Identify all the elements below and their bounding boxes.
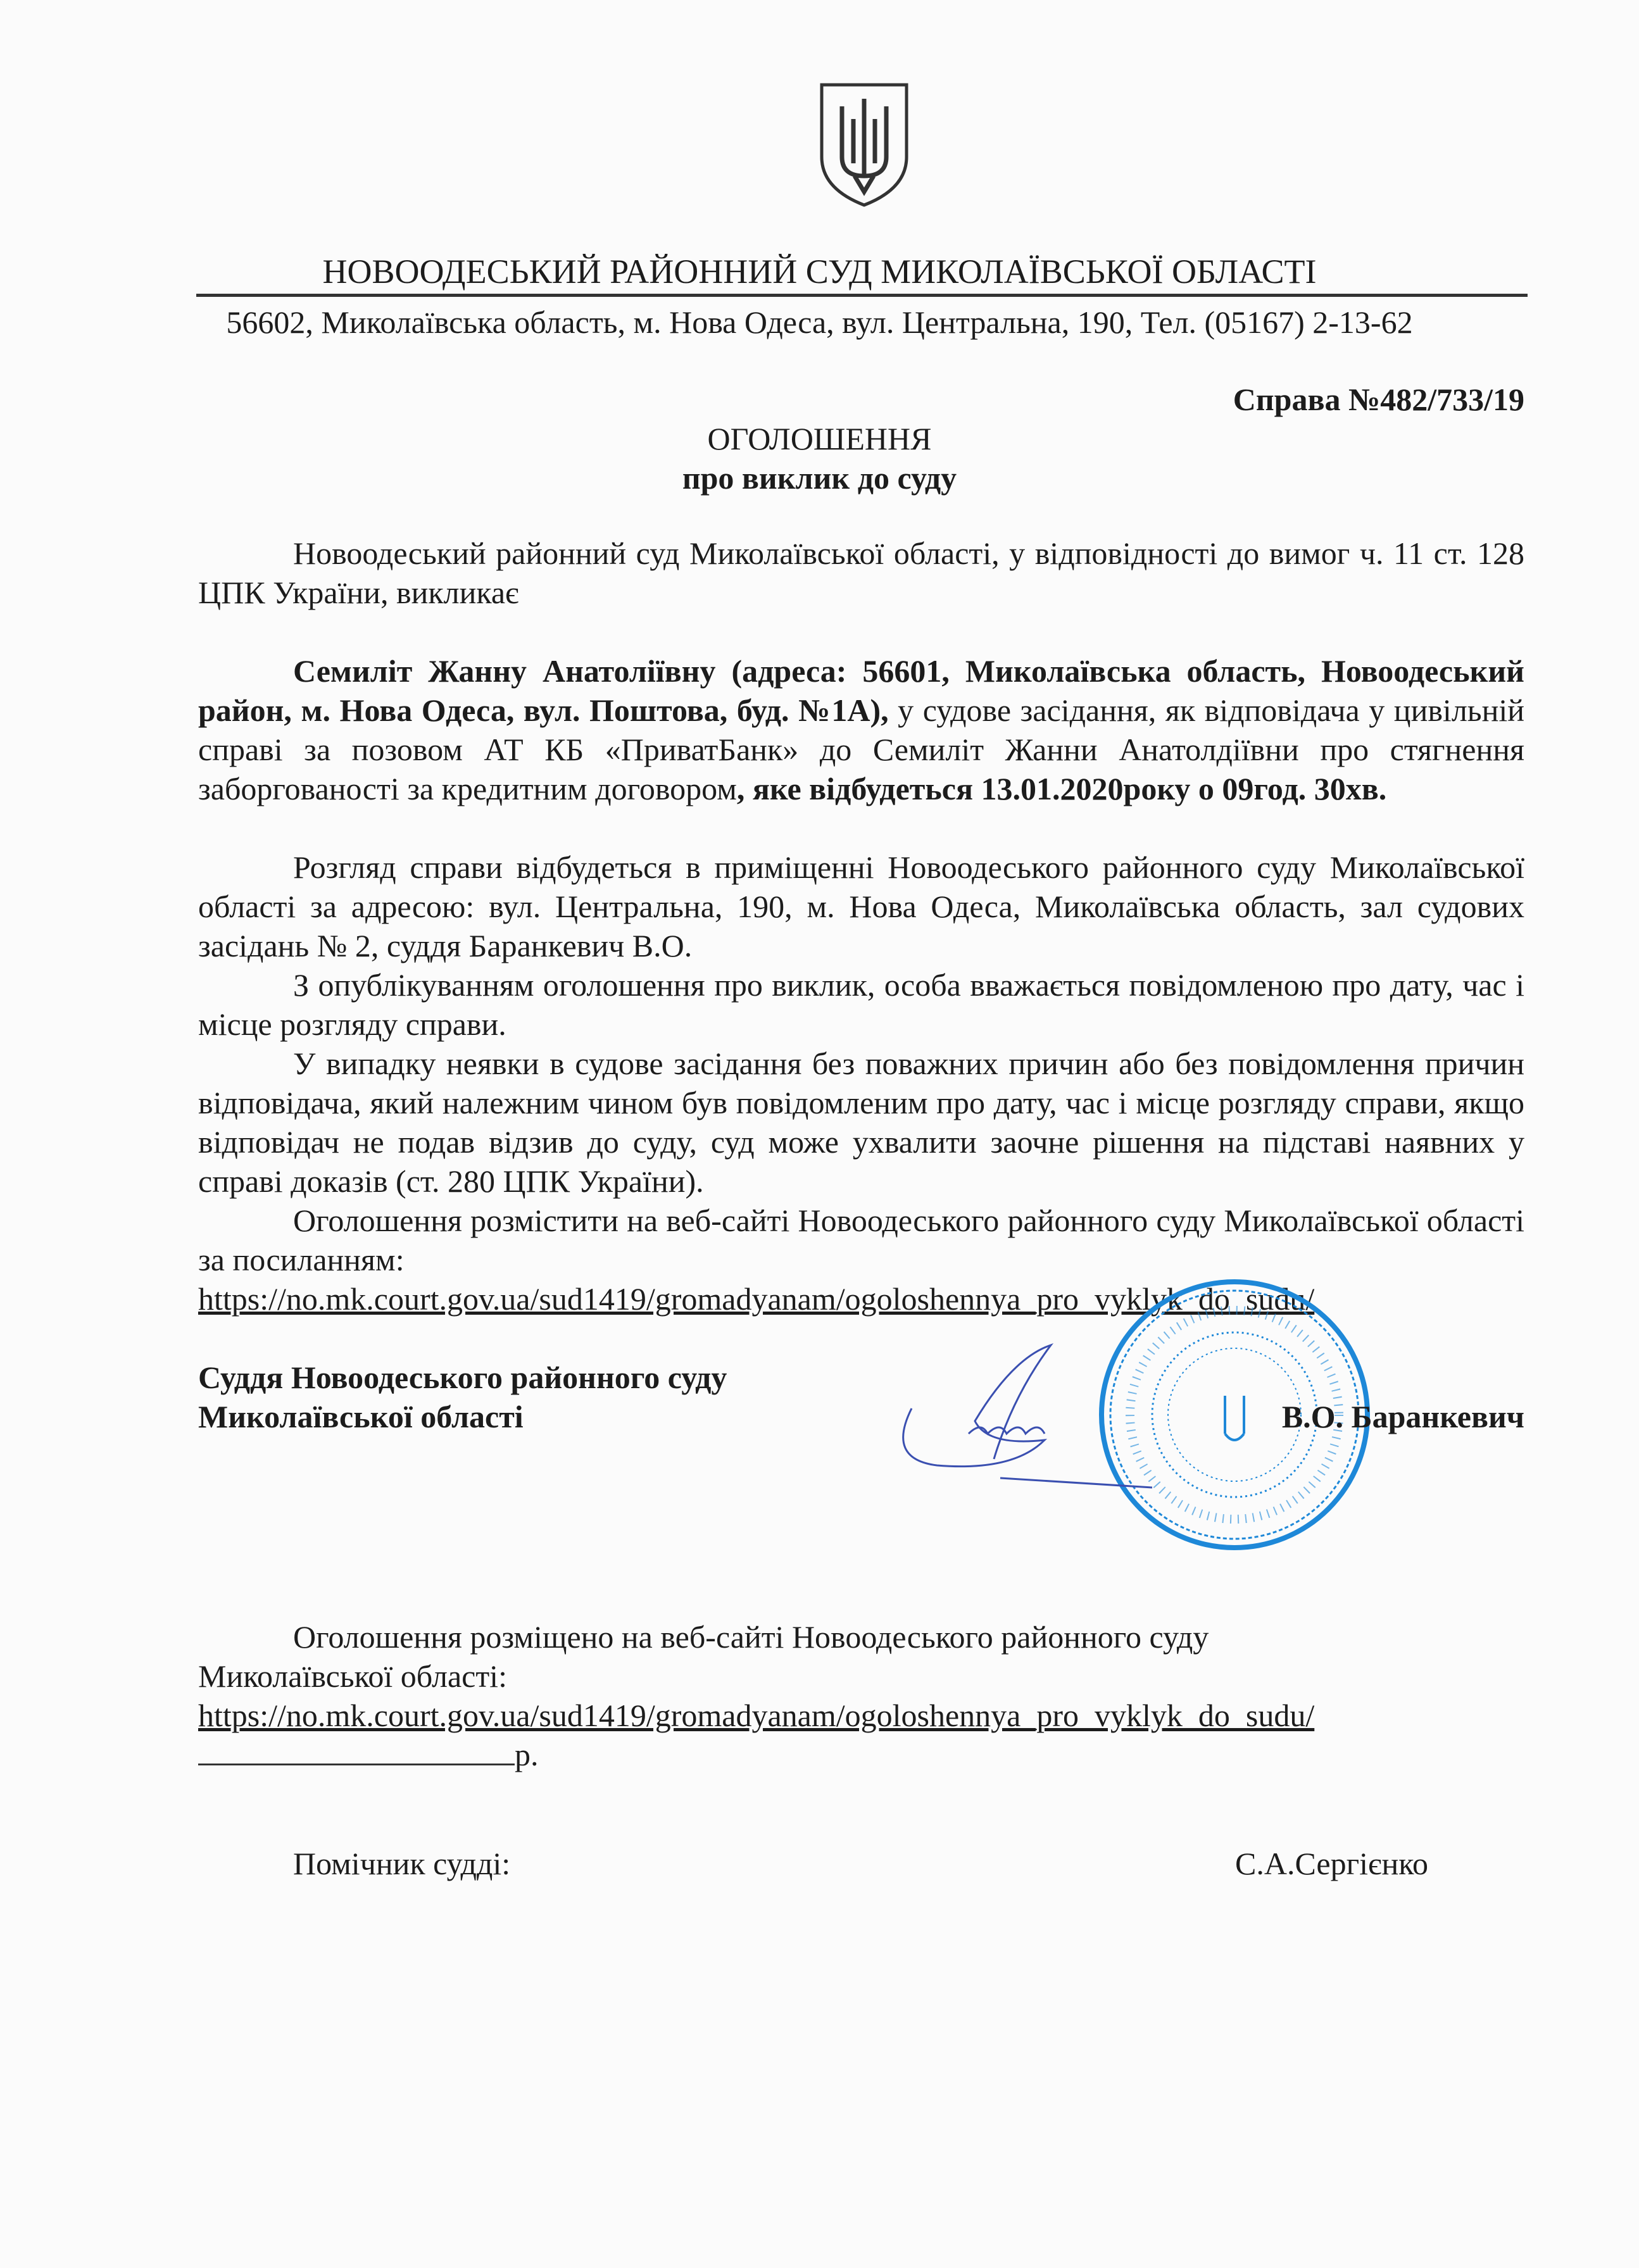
date-suffix: р. — [515, 1737, 539, 1772]
court-address: 56602, Миколаївська область, м. Нова Одеса, вул. Центральна, 190, Тел. (05167) 2-13-62 — [226, 304, 1413, 340]
placed-notice-line2: Миколаївської області: — [198, 1658, 507, 1694]
placed-link-line — [198, 1696, 1524, 1735]
judge-title — [198, 1358, 727, 1436]
case-number: Справа №482/733/19 — [1233, 382, 1524, 417]
paragraph-summons — [198, 651, 1524, 808]
header-divider — [196, 294, 1528, 297]
assistant-row — [198, 1844, 1524, 1883]
hearing-date: , яке відбудеться 13.01.2020року о 09год. 30хв. — [736, 771, 1387, 806]
document-title: ОГОЛОШЕННЯ — [707, 421, 932, 456]
placed-website-link[interactable]: https://no.mk.court.gov.ua/sud1419/gromadyanam/ogoloshennya_pro_vyklyk_do_sudu/ — [198, 1698, 1315, 1733]
placement-date-line — [198, 1735, 1524, 1774]
hearing-location-text: Розгляд справи відбудеться в приміщенні Новоодеського районного суду Миколаївської області за адресою: вул. Центральна, 190, м. Нова Одеса, Миколаївська область, зал судових засідань № 2, суддя Баранкевич В.О. — [198, 849, 1524, 963]
document-subtitle: про виклик до суду — [682, 460, 957, 496]
assistant-label: Помічник судді: — [293, 1846, 511, 1881]
footer — [198, 1617, 1524, 1883]
paragraph-hearing-location — [198, 848, 1524, 1319]
judge-title-line2: Миколаївської області — [198, 1399, 524, 1434]
notice-text: З опублікуванням оголошення про виклик, особа вважається повідомленою про дату, час і місце розгляду справи. — [198, 967, 1524, 1042]
court-website-link[interactable]: https://no.mk.court.gov.ua/sud1419/gromadyanam/ogoloshennya_pro_vyklyk_do_sudu/ — [198, 1281, 1315, 1317]
publish-instruction-text: Оголошення розмістити на веб-сайті Новоодеського районного суду Миколаївської області за посиланням: — [198, 1203, 1524, 1277]
coat-of-arms-emblem — [817, 81, 912, 208]
assistant-name: С.А.Сергієнко — [1235, 1846, 1428, 1881]
placed-notice-line1: Оголошення розміщено на веб-сайті Новоодеського районного суду — [293, 1619, 1209, 1655]
date-blank — [198, 1736, 515, 1765]
default-judgment-text: У випадку неявки в судове засідання без поважних причин або без повідомлення причин відповідача, який належним чином був повідомленим про дату, час і місце розгляду справи, якщо відповідач не подав відзив до суду, суд може ухвалити заочне рішення на підставі наявних у справі доказів (ст. 280 ЦПК України). — [198, 1046, 1524, 1199]
defendant-details: Семиліт Жанну Анатоліївну (адреса: 56601, Миколаївська область, Новоодеський район, м. Нова Одеса, вул. Поштова, буд. №1А), — [198, 653, 1524, 728]
judge-title-line1: Суддя Новоодеського районного суду — [198, 1360, 727, 1395]
judge-name: В.О. Баранкевич — [1281, 1399, 1524, 1434]
court-name: НОВООДЕСЬКИЙ РАЙОННИЙ СУД МИКОЛАЇВСЬКОЇ ОБЛАСТІ — [322, 253, 1317, 291]
judge-signature — [886, 1332, 1152, 1497]
case-description: у судове засідання, як відповідача у цивільній справі за позовом АТ КБ «ПриватБанк» до Семиліт Жанни Анатолдіївни про стягнення заборгованості за кредитним договором — [198, 692, 1524, 806]
document-body — [198, 534, 1524, 1883]
paragraph-intro — [198, 534, 1524, 612]
intro-text: Новоодеський районний суд Миколаївської області, у відповідності до вимог ч. 11 ст. 128 ЦПК України, викликає — [198, 536, 1524, 610]
signature-block — [198, 1358, 1524, 1522]
